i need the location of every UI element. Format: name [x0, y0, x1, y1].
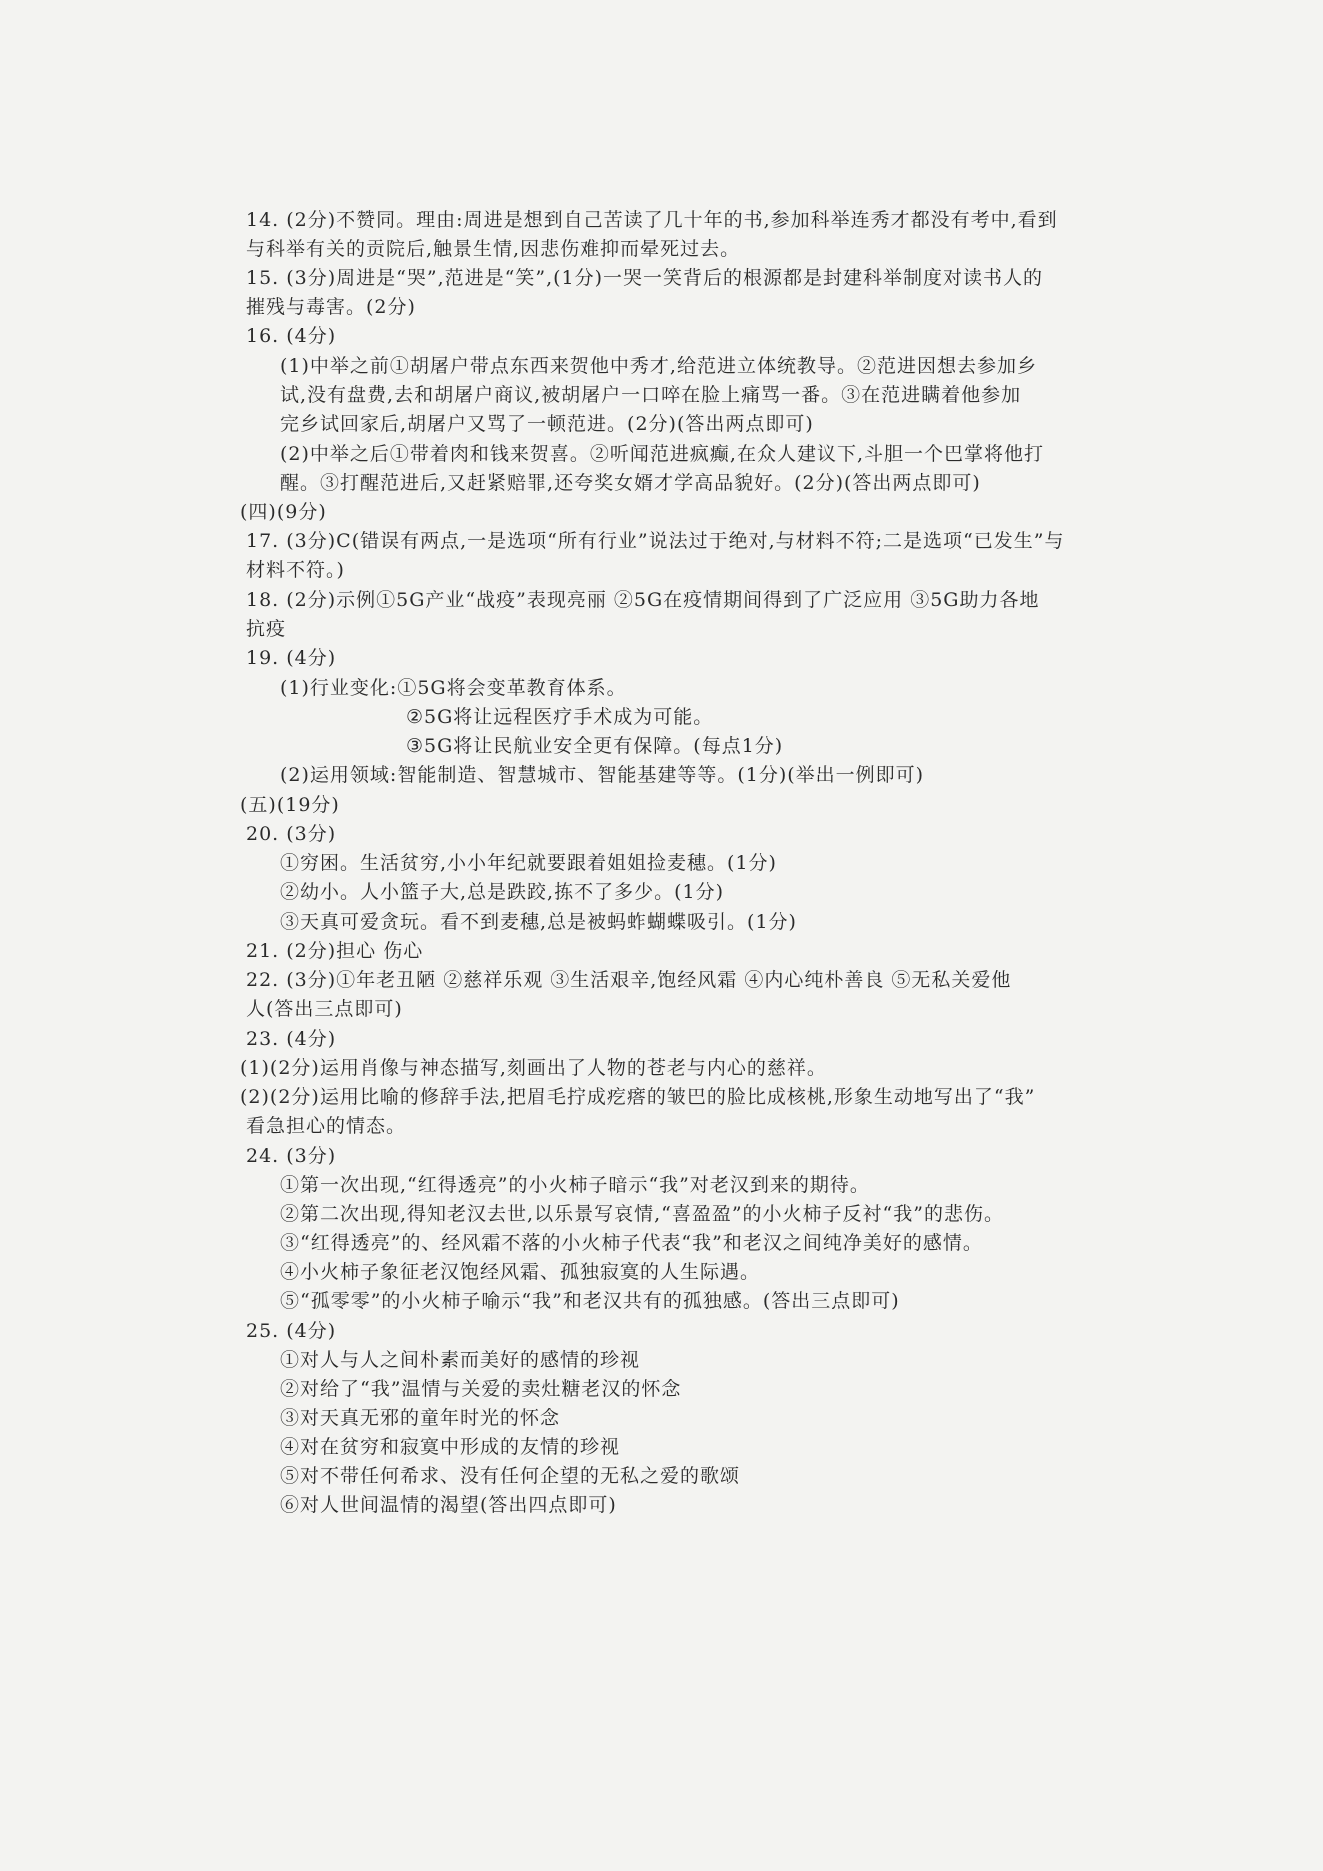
answer-20-point-1: ①穷困。生活贫穷,小小年纪就要跟着姐姐捡麦穗。(1分)	[280, 852, 777, 874]
answer-23-heading: 23. (4分)	[246, 1028, 337, 1050]
answer-18-line-2: 抗疫	[246, 618, 287, 640]
answer-24-point-4: ④小火柿子象征老汉饱经风霜、孤独寂寞的人生际遇。	[280, 1261, 761, 1283]
answer-24-point-1: ①第一次出现,“红得透亮”的小火柿子暗示“我”对老汉到来的期待。	[280, 1174, 870, 1196]
answer-23-part-1: (1)(2分)运用肖像与神态描写,刻画出了人物的苍老与内心的慈祥。	[240, 1057, 827, 1079]
answer-15-line-1: 15. (3分)周进是“哭”,范进是“笑”,(1分)一哭一笑背后的根源都是封建科举制度对读书人的	[246, 267, 1044, 289]
section-5-heading: (五)(19分)	[240, 794, 340, 816]
answer-17-line-2: 材料不符。)	[246, 559, 345, 581]
answer-22-line-1: 22. (3分)①年老丑陋 ②慈祥乐观 ③生活艰辛,饱经风霜 ④内心纯朴善良 ⑤无私关爱他	[246, 969, 1012, 991]
answer-25-point-6: ⑥对人世间温情的渴望(答出四点即可)	[280, 1494, 617, 1516]
answer-23-part-2-line-1: (2)(2分)运用比喻的修辞手法,把眉毛拧成疙瘩的皱巴的脸比成核桃,形象生动地写出了“我”	[240, 1086, 1036, 1108]
answer-19-part-2: (2)运用领域:智能制造、智慧城市、智能基建等等。(1分)(举出一例即可)	[280, 764, 925, 786]
answer-25-point-2: ②对给了“我”温情与关爱的卖灶糖老汉的怀念	[280, 1378, 682, 1400]
answer-25-heading: 25. (4分)	[246, 1320, 337, 1342]
answer-16-part-1-line-1: (1)中举之前①胡屠户带点东西来贺他中秀才,给范进立体统教导。②范进因想去参加乡	[280, 355, 1037, 377]
answer-25-point-5: ⑤对不带任何希求、没有任何企望的无私之爱的歌颂	[280, 1465, 741, 1487]
answer-14-line-1: 14. (2分)不赞同。理由:周进是想到自己苦读了几十年的书,参加科举连秀才都没有考中,看到	[246, 209, 1058, 231]
answer-25-point-1: ①对人与人之间朴素而美好的感情的珍视	[280, 1349, 641, 1371]
answer-19-part-1-line-1: (1)行业变化:①5G将会变革教育体系。	[280, 677, 627, 699]
answer-16-part-2-line-1: (2)中举之后①带着肉和钱来贺喜。②听闻范进疯癫,在众人建议下,斗胆一个巴掌将他打	[280, 443, 1044, 465]
answer-24-heading: 24. (3分)	[246, 1145, 337, 1167]
answer-14-line-2: 与科举有关的贡院后,触景生情,因悲伤难抑而晕死过去。	[246, 238, 741, 260]
answer-23-part-2-line-2: 看急担心的情态。	[246, 1115, 407, 1137]
section-4-heading: (四)(9分)	[240, 501, 327, 523]
answer-19-part-1-line-2: ②5G将让远程医疗手术成为可能。	[406, 706, 714, 728]
answer-22-line-2: 人(答出三点即可)	[246, 998, 403, 1020]
answer-18-line-1: 18. (2分)示例①5G产业“战疫”表现亮丽 ②5G在疫情期间得到了广泛应用 ③5G助力各地	[246, 589, 1040, 611]
answer-16-part-1-line-3: 完乡试回家后,胡屠户又骂了一顿范进。(2分)(答出两点即可)	[280, 413, 814, 435]
answer-24-point-5: ⑤“孤零零”的小火柿子喻示“我”和老汉共有的孤独感。(答出三点即可)	[280, 1290, 900, 1312]
answer-20-point-3: ③天真可爱贪玩。看不到麦穗,总是被蚂蚱蝴蝶吸引。(1分)	[280, 911, 797, 933]
answer-17-line-1: 17. (3分)C(错误有两点,一是选项“所有行业”说法过于绝对,与材料不符;二是选项“已发生”与	[246, 530, 1065, 552]
answer-25-point-3: ③对天真无邪的童年时光的怀念	[280, 1407, 561, 1429]
answer-24-point-2: ②第二次出现,得知老汉去世,以乐景写哀情,“喜盈盈”的小火柿子反衬“我”的悲伤。	[280, 1203, 1004, 1225]
answer-16-part-1-line-2: 试,没有盘费,去和胡屠户商议,被胡屠户一口啐在脸上痛骂一番。③在范进瞒着他参加	[280, 384, 1022, 406]
answer-15-line-2: 摧残与毒害。(2分)	[246, 296, 416, 318]
answer-19-heading: 19. (4分)	[246, 647, 337, 669]
answer-20-heading: 20. (3分)	[246, 823, 337, 845]
answer-21: 21. (2分)担心 伤心	[246, 940, 424, 962]
answer-19-part-1-line-3: ③5G将让民航业安全更有保障。(每点1分)	[406, 735, 784, 757]
answer-20-point-2: ②幼小。人小篮子大,总是跌跤,拣不了多少。(1分)	[280, 881, 724, 903]
answer-24-point-3: ③“红得透亮”的、经风霜不落的小火柿子代表“我”和老汉之间纯净美好的感情。	[280, 1232, 983, 1254]
answer-16-heading: 16. (4分)	[246, 325, 337, 347]
answer-25-point-4: ④对在贫穷和寂寞中形成的友情的珍视	[280, 1436, 621, 1458]
answer-16-part-2-line-2: 醒。③打醒范进后,又赶紧赔罪,还夸奖女婿才学高品貌好。(2分)(答出两点即可)	[280, 472, 981, 494]
